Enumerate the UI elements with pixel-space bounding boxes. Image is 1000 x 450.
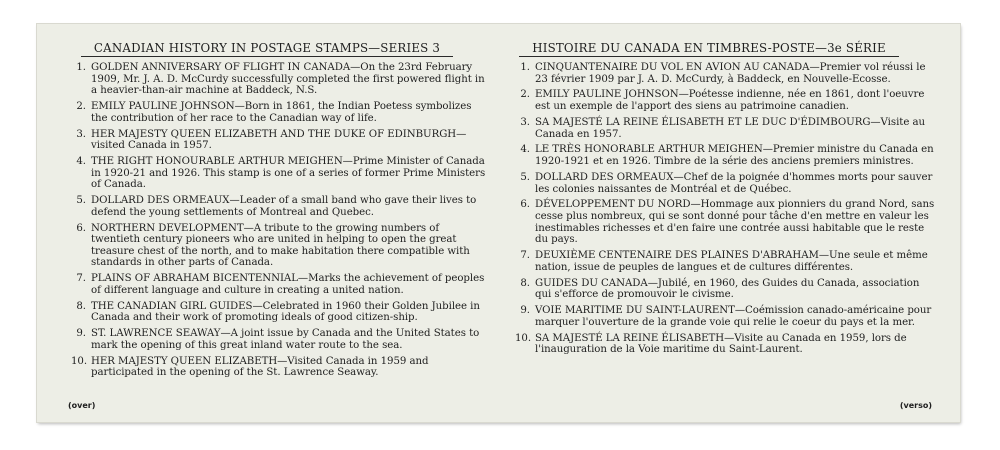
english-item-list — [71, 62, 489, 379]
english-title: CANADIAN HISTORY IN POSTAGE STAMPS—SERIES 3 — [81, 41, 453, 57]
item-text: DOLLARD DES ORMEAUX—Leader of a small band who gave their lives to defend the young settlements of Montreal and Quebec. — [91, 195, 477, 218]
item-number: 6. — [76, 222, 86, 234]
item-number: 5. — [76, 195, 86, 207]
item-number: 10. — [515, 332, 532, 344]
item-number: 4. — [76, 156, 86, 168]
over-label: (over) — [68, 401, 96, 410]
item-number: 9. — [520, 305, 530, 317]
item-number: 7. — [520, 250, 530, 262]
item-text: HER MAJESTY QUEEN ELIZABETH—Visited Canada in 1959 and participated in the opening of the St. Lawrence Seaway. — [91, 355, 429, 379]
item-text: VOIE MARITIME DU SAINT-LAURENT—Coémission canado-américaine pour marquer l'ouverture de la grande voie qui relie le coeur du pays et la mer. — [535, 305, 932, 328]
list-item — [71, 62, 489, 97]
item-text: THE CANADIAN GIRL GUIDES—Celebrated in 1960 their Golden Jubilee in Canada and their work of promoting ideals of good citizen-ship. — [91, 300, 480, 324]
list-item — [71, 301, 489, 324]
item-number: 5. — [520, 171, 530, 183]
list-item — [515, 305, 935, 328]
item-number: 2. — [520, 89, 530, 101]
item-text: DOLLARD DES ORMEAUX—Chef de la poignée d'hommes morts pour sauver les colonies naissantes de Montréal et de Québec. — [535, 171, 933, 195]
item-text: DEUXIÈME CENTENAIRE DES PLAINES D'ABRAHAM—Une seule et même nation, issue de peuples de langues et de cultures différentes. — [535, 250, 928, 273]
list-item — [71, 101, 489, 124]
french-column — [515, 41, 935, 360]
item-text: PLAINS OF ABRAHAM BICENTENNIAL—Marks the achievement of peoples of different language and culture in creating a united nation. — [91, 273, 485, 296]
item-number: 3. — [520, 116, 530, 128]
item-number: 3. — [76, 128, 86, 140]
insert-card — [37, 24, 960, 422]
item-number: 1. — [76, 62, 86, 73]
list-item — [71, 273, 489, 296]
item-number: 10. — [71, 355, 88, 367]
item-text: CINQUANTENAIRE DU VOL EN AVION AU CANADA—Premier vol réussi le 23 février 1909 par J. A. D. McCurdy, à Baddeck, en Nouvelle-Ecosse. — [535, 62, 926, 85]
list-item — [515, 89, 935, 112]
list-item — [71, 156, 489, 191]
item-text: NORTHERN DEVELOPMENT—A tribute to the growing numbers of twentieth century pioneers who are united in helping to open the great treasure chest of the north, and to make habitation there compatible with standards in other parts of Canada. — [91, 222, 470, 269]
item-text: THE RIGHT HONOURABLE ARTHUR MEIGHEN—Prime Minister of Canada in 1920-21 and 1926. This stamp is one of a series of former Prime Ministers of Canada. — [91, 156, 486, 191]
list-item — [515, 333, 935, 356]
list-item — [515, 172, 935, 195]
item-number: 8. — [520, 277, 530, 289]
list-item — [515, 117, 935, 140]
item-text: ST. LAWRENCE SEAWAY—A joint issue by Canada and the United States to mark the opening of this great inland water route to the sea. — [91, 328, 480, 351]
english-column — [71, 41, 489, 383]
verso-label: (verso) — [899, 401, 932, 410]
list-item — [71, 328, 489, 351]
list-item — [71, 195, 489, 218]
list-item — [71, 223, 489, 269]
french-item-list — [515, 62, 935, 356]
list-item — [515, 250, 935, 273]
item-text: SA MAJESTÉ LA REINE ÉLISABETH—Visite au Canada en 1959, lors de l'inauguration de la Voie maritime du Saint-Laurent. — [535, 332, 907, 356]
item-number: 9. — [76, 328, 86, 340]
list-item — [515, 62, 935, 85]
list-item — [71, 356, 489, 379]
item-text: SA MAJESTÉ LA REINE ÉLISABETH ET LE DUC D'ÉDIMBOURG—Visite au Canada en 1957. — [535, 116, 926, 140]
item-text: EMILY PAULINE JOHNSON—Born in 1861, the Indian Poetess symbolizes the contribution of her race to the Canadian way of life. — [91, 101, 472, 124]
list-item — [71, 129, 489, 152]
item-text: HER MAJESTY QUEEN ELIZABETH AND THE DUKE OF EDINBURGH—visited Canada in 1957. — [91, 128, 467, 152]
item-text: LE TRÈS HONORABLE ARTHUR MEIGHEN—Premier ministre du Canada en 1920-1921 et en 1926. Timbre de la série des anciens premiers ministres. — [535, 144, 934, 168]
item-number: 2. — [76, 101, 86, 113]
item-text: DÉVELOPPEMENT DU NORD—Hommage aux pionniers du grand Nord, sans cesse plus nombreux, qui se sont donné pour tâche d'en mettre en valeur les inestimables richesses et d'en faire une contrée aussi habitable que le reste du pays. — [535, 199, 935, 246]
french-title: HISTOIRE DU CANADA EN TIMBRES-POSTE—3e SÉRIE — [519, 41, 899, 57]
item-number: 4. — [520, 144, 530, 156]
item-number: 8. — [76, 300, 86, 312]
list-item — [515, 144, 935, 167]
item-text: GUIDES DU CANADA—Jubilé, en 1960, des Guides du Canada, association qui s'efforce de promouvoir le civisme. — [535, 277, 920, 301]
item-number: 6. — [520, 199, 530, 211]
list-item — [515, 199, 935, 245]
list-item — [515, 278, 935, 301]
item-text: EMILY PAULINE JOHNSON—Poétesse indienne, née en 1861, dont l'oeuvre est un exemple de l'apport des siens au patrimoine canadien. — [535, 89, 925, 113]
item-number: 1. — [520, 62, 530, 73]
item-text: GOLDEN ANNIVERSARY OF FLIGHT IN CANADA—On the 23rd February 1909, Mr. J. A. D. McCurdy successfully completed the first powered flight in a heavier-than-air machine at Baddeck, N.S. — [91, 62, 485, 97]
item-number: 7. — [76, 273, 86, 285]
